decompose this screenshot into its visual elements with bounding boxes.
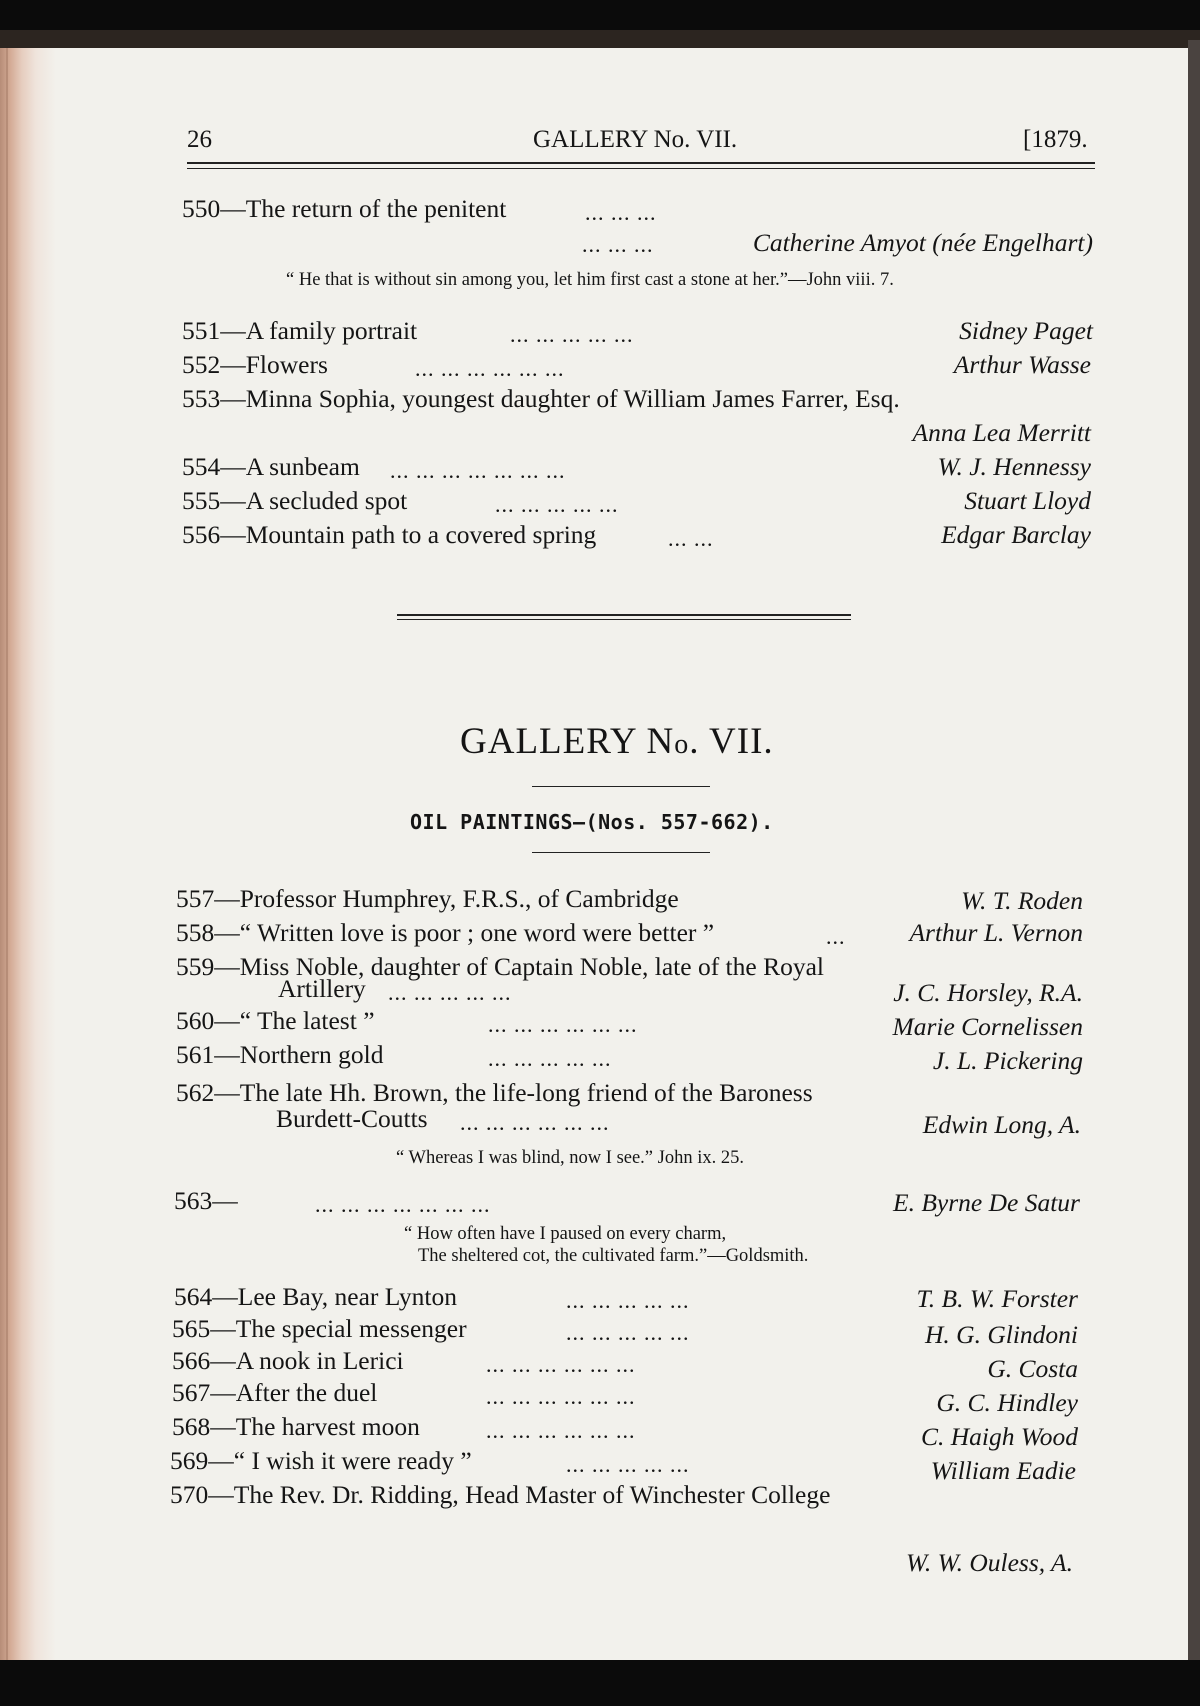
catalogue-entry-562: 562—The late Hh. Brown, the life-long friend of the Baroness xyxy=(176,1078,813,1107)
section-rule-thin xyxy=(397,619,851,620)
catalogue-entry-560: 560—“ The latest ” xyxy=(176,1006,375,1035)
leader-dots: ... ... ... ... ... ... ... xyxy=(315,1192,491,1217)
catalogue-entry-557: 557—Professor Humphrey, F.R.S., of Cambridge xyxy=(176,884,679,913)
leader-dots: ... xyxy=(826,924,846,949)
header-rule-thin xyxy=(187,168,1095,169)
subtitle-rule xyxy=(532,852,710,853)
artist-name: T. B. W. Forster xyxy=(916,1284,1078,1313)
catalogue-entry-554: 554—A sunbeam xyxy=(182,452,360,481)
leader-dots: ... ... ... ... ... ... xyxy=(486,1384,636,1409)
quotation: “ He that is without sin among you, let him first cast a stone at her.”—John viii. 7. xyxy=(286,270,894,290)
artist-name: C. Haigh Wood xyxy=(920,1422,1078,1451)
leader-dots: ... ... ... ... ... ... xyxy=(488,1012,638,1037)
year-label: [1879. xyxy=(1023,126,1088,153)
artist-name: Edwin Long, A. xyxy=(922,1110,1081,1139)
catalogue-entry-559: 559—Miss Noble, daughter of Captain Noble, late of the Royal xyxy=(176,952,824,981)
artist-name: H. G. Glindoni xyxy=(925,1320,1078,1349)
artist-name: Sidney Paget xyxy=(959,316,1093,345)
leader-dots: ... ... ... xyxy=(582,232,654,257)
leader-dots: ... ... ... ... ... xyxy=(388,980,512,1005)
heading-rule xyxy=(532,786,710,787)
quotation: “ Whereas I was blind, now I see.” John ix. 25. xyxy=(396,1148,744,1168)
section-subtitle: OIL PAINTINGS—(Nos. 557-662). xyxy=(410,810,774,834)
leader-dots: ... ... ... ... ... xyxy=(566,1288,690,1313)
header-rule xyxy=(187,162,1095,164)
quotation: The sheltered cot, the cultivated farm.”—Goldsmith. xyxy=(418,1246,809,1266)
artist-name: W. W. Ouless, A. xyxy=(906,1548,1073,1577)
artist-name: Stuart Lloyd xyxy=(964,486,1091,515)
leader-dots: ... ... ... xyxy=(585,200,657,225)
book-page xyxy=(0,48,1188,1660)
catalogue-entry-570: 570—The Rev. Dr. Ridding, Head Master of Winchester College xyxy=(170,1480,831,1509)
book-binding-edge xyxy=(1188,40,1200,1660)
artist-name: Anna Lea Merritt xyxy=(912,418,1091,447)
leader-dots: ... ... ... ... ... ... ... xyxy=(390,458,566,483)
running-title: GALLERY No. VII. xyxy=(533,126,738,153)
leader-dots: ... ... ... ... ... xyxy=(566,1320,690,1345)
artist-name: Arthur L. Vernon xyxy=(909,918,1083,947)
leader-dots: ... ... ... ... ... xyxy=(566,1452,690,1477)
catalogue-entry-565: 565—The special messenger xyxy=(172,1314,467,1343)
catalogue-entry-569: 569—“ I wish it were ready ” xyxy=(170,1446,472,1475)
gallery-heading: GALLERY No. VII. xyxy=(460,721,774,762)
artist-name: J. C. Horsley, R.A. xyxy=(893,978,1083,1007)
artist-name: Catherine Amyot (née Engelhart) xyxy=(752,228,1093,257)
artist-name: Marie Cornelissen xyxy=(892,1012,1083,1041)
quotation: “ How often have I paused on every charm, xyxy=(404,1224,727,1244)
catalogue-entry-556: 556—Mountain path to a covered spring xyxy=(182,520,597,549)
catalogue-entry-555: 555—A secluded spot xyxy=(182,486,408,515)
catalogue-entry-550: 550—The return of the penitent xyxy=(182,194,507,223)
leader-dots: ... ... ... ... ... ... xyxy=(415,356,565,381)
catalogue-entry-561: 561—Northern gold xyxy=(176,1040,384,1069)
artist-name: E. Byrne De Satur xyxy=(893,1188,1080,1217)
catalogue-entry-564: 564—Lee Bay, near Lynton xyxy=(174,1282,458,1311)
catalogue-entry-551: 551—A family portrait xyxy=(182,316,418,345)
section-rule xyxy=(397,614,851,616)
leader-dots: ... ... ... ... ... xyxy=(510,322,634,347)
entry-continuation: Burdett-Coutts xyxy=(276,1104,428,1133)
artist-name: G. Costa xyxy=(987,1354,1078,1383)
leader-dots: ... ... ... ... ... xyxy=(495,492,619,517)
leader-dots: ... ... xyxy=(668,526,714,551)
artist-name: G. C. Hindley xyxy=(936,1388,1078,1417)
leader-dots: ... ... ... ... ... ... xyxy=(486,1418,636,1443)
leader-dots: ... ... ... ... ... xyxy=(488,1046,612,1071)
entry-continuation: Artillery xyxy=(278,974,366,1003)
artist-name: W. T. Roden xyxy=(961,886,1083,915)
page-content xyxy=(0,48,1188,1660)
catalogue-entry-553: 553—Minna Sophia, youngest daughter of William James Farrer, Esq. xyxy=(182,384,900,413)
catalogue-entry-566: 566—A nook in Lerici xyxy=(172,1346,404,1375)
leader-dots: ... ... ... ... ... ... xyxy=(486,1352,636,1377)
catalogue-entry-558: 558—“ Written love is poor ; one word were better ” xyxy=(176,918,715,947)
artist-name: J. L. Pickering xyxy=(932,1046,1083,1075)
leader-dots: ... ... ... ... ... ... xyxy=(460,1110,610,1135)
catalogue-entry-552: 552—Flowers xyxy=(182,350,328,379)
artist-name: Arthur Wasse xyxy=(953,350,1091,379)
page-number: 26 xyxy=(187,126,212,153)
artist-name: Edgar Barclay xyxy=(941,520,1091,549)
catalogue-entry-567: 567—After the duel xyxy=(172,1378,378,1407)
artist-name: William Eadie xyxy=(930,1456,1076,1485)
artist-name: W. J. Hennessy xyxy=(937,452,1091,481)
catalogue-entry-563: 563— xyxy=(174,1186,238,1215)
catalogue-entry-568: 568—The harvest moon xyxy=(172,1412,420,1441)
